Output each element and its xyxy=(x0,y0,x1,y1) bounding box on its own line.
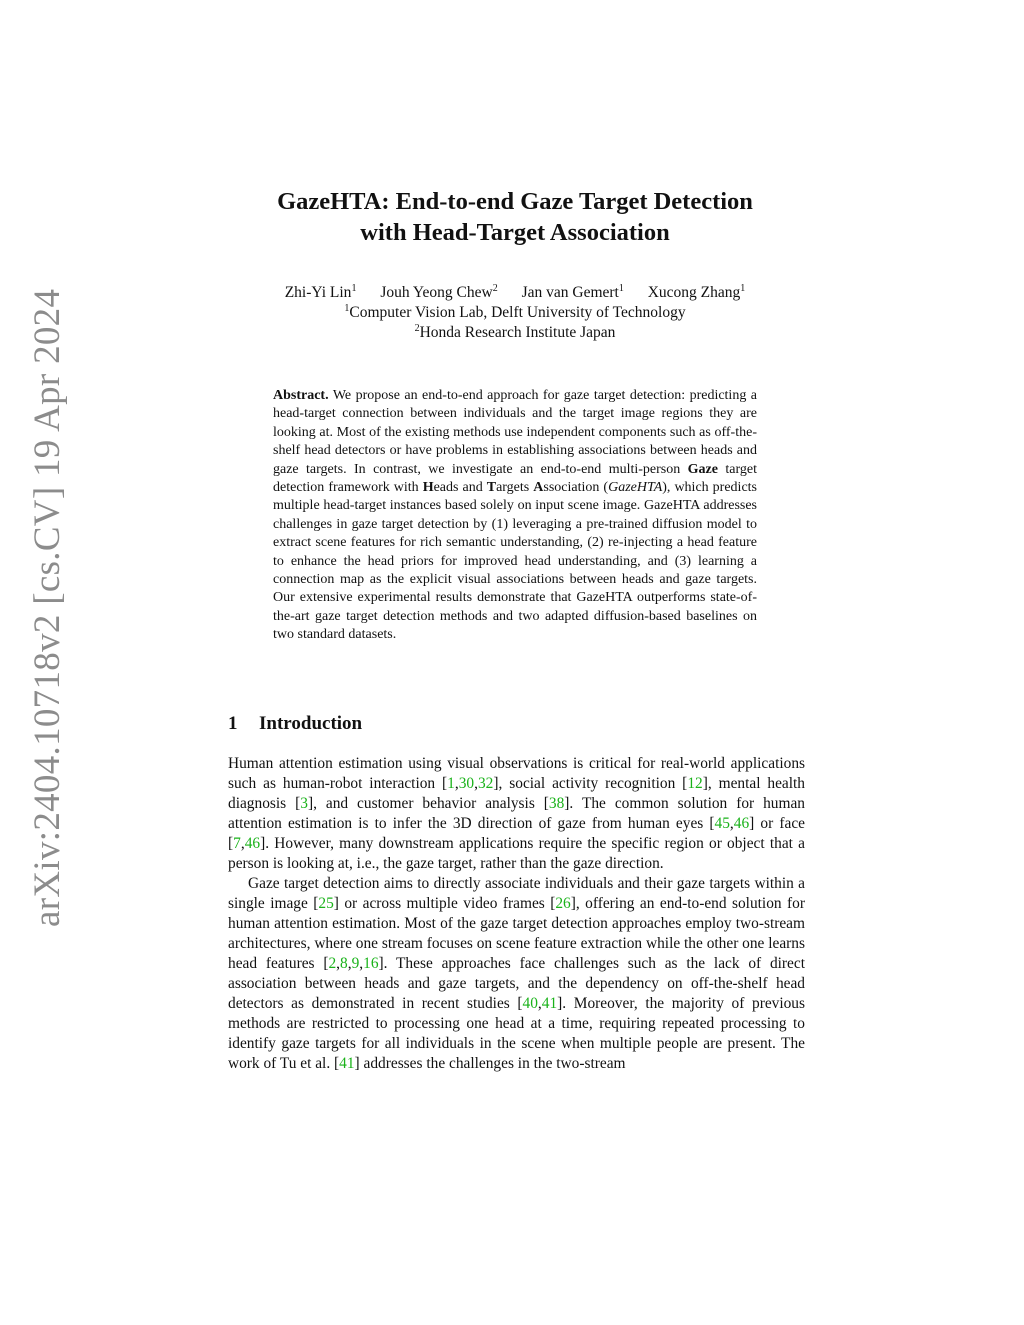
section-heading xyxy=(228,711,362,737)
affiliation: $^2$Honda Research Institute Japan xyxy=(414,323,616,341)
section-number: 1 xyxy=(228,713,238,734)
title-line-1: GazeHTA: End-to-end Gaze Target Detection xyxy=(277,188,753,215)
citation-link[interactable]: 2 xyxy=(328,955,337,972)
citation-link[interactable]: 30 xyxy=(458,775,475,792)
citation-link[interactable]: 32 xyxy=(477,775,494,792)
paper-title xyxy=(200,186,830,248)
citation-link[interactable]: 12 xyxy=(687,775,703,792)
author: Zhi-Yi Lin$^1$ xyxy=(284,283,357,301)
citation-link[interactable]: 26 xyxy=(555,895,571,912)
citation-link[interactable]: 41 xyxy=(339,1055,355,1072)
citation-link[interactable]: 8 xyxy=(340,955,348,972)
citation-link[interactable]: 1 xyxy=(447,775,455,792)
author: Xucong Zhang$^1$ xyxy=(647,283,746,301)
citation-link[interactable]: 38 xyxy=(548,795,565,812)
author-list xyxy=(200,283,830,303)
author: Jouh Yeong Chew$^2$ xyxy=(380,283,498,301)
citation-link[interactable]: 25 xyxy=(318,895,334,912)
arxiv-side-stamp: arXiv:2404.10718v2 [cs.CV] 19 Apr 2024 xyxy=(27,288,68,927)
citation-link[interactable]: 40 xyxy=(522,995,538,1012)
citation-link[interactable]: 46 xyxy=(244,835,261,852)
citation-link[interactable]: 45 xyxy=(714,815,730,832)
paragraph: Human attention estimation using visual observations is critical for real-world applications such as human-robot interaction [1,30,32], social activity recognition [12], mental health diagnosis [3], and customer behavior analysis [38]. The common solution for human attention estimation is to infer the 3D direction of gaze from human eyes [45,46] or face [7,46]. However, many downstream applications require the specific region or object that a person is looking at, i.e., the gaze target, rather than the gaze direction. xyxy=(228,755,806,872)
title-line-2: with Head-Target Association xyxy=(360,219,670,246)
paragraph: Gaze target detection aims to directly associate individuals and their gaze targets within a single image [25] or across multiple video frames [26], offering an end-to-end solution for human attention estimation. Most of the gaze target detection approaches employ two-stream architectures, where one stream focuses on scene feature extraction while the other one learns head features [2,8,9,16]. These approaches face challenges such as the lack of direct association between heads and gaze targets, and the dependency on off-the-shelf head detectors as demonstrated in recent studies [40,41]. Moreover, the majority of previous methods are restricted to processing one head at a time, requiring repeated processing to identify gaze targets for all individuals in the scene when multiple people are present. The work of Tu et al. [41] addresses the challenges in the two-stream xyxy=(228,875,805,1072)
author: Jan van Gemert$^1$ xyxy=(521,283,624,301)
citation-link[interactable]: 3 xyxy=(300,795,308,812)
citation-link[interactable]: 46 xyxy=(733,815,750,832)
abstract-label: Abstract. xyxy=(273,388,329,403)
affiliation: $^1$Computer Vision Lab, Delft University of Technology xyxy=(344,303,686,321)
citation-link[interactable]: 7 xyxy=(233,835,241,852)
introduction-body xyxy=(228,754,805,1074)
section-title: Introduction xyxy=(259,713,363,734)
citation-link[interactable]: 16 xyxy=(363,955,379,972)
citation-link[interactable]: 41 xyxy=(541,995,558,1012)
abstract: Abstract. We propose an end-to-end approach for gaze target detection: predicting a head-target connection between individuals and the target image regions they are looking at. Most of the existing methods use independent components such as off-the-shelf head detectors or have problems in establishing associations between heads and gaze targets. In contrast, we investigate an end-to-end multi-person Gaze target detection framework with Heads and Targets Association (GazeHTA), which predicts multiple head-target instances based solely on input scene image. GazeHTA addresses challenges in gaze target detection by (1) leveraging a pre-trained diffusion model to extract scene features for rich semantic understanding, (2) re-injecting a head feature to enhance the head priors for improved head understanding, and (3) learning a connection map as the explicit visual associations between heads and gaze targets. Our extensive experimental results demonstrate that GazeHTA outperforms state-of-the-art gaze target detection methods and two adapted diffusion-based baselines on two standard datasets. xyxy=(273,388,758,643)
citation-link[interactable]: 9 xyxy=(351,955,360,972)
